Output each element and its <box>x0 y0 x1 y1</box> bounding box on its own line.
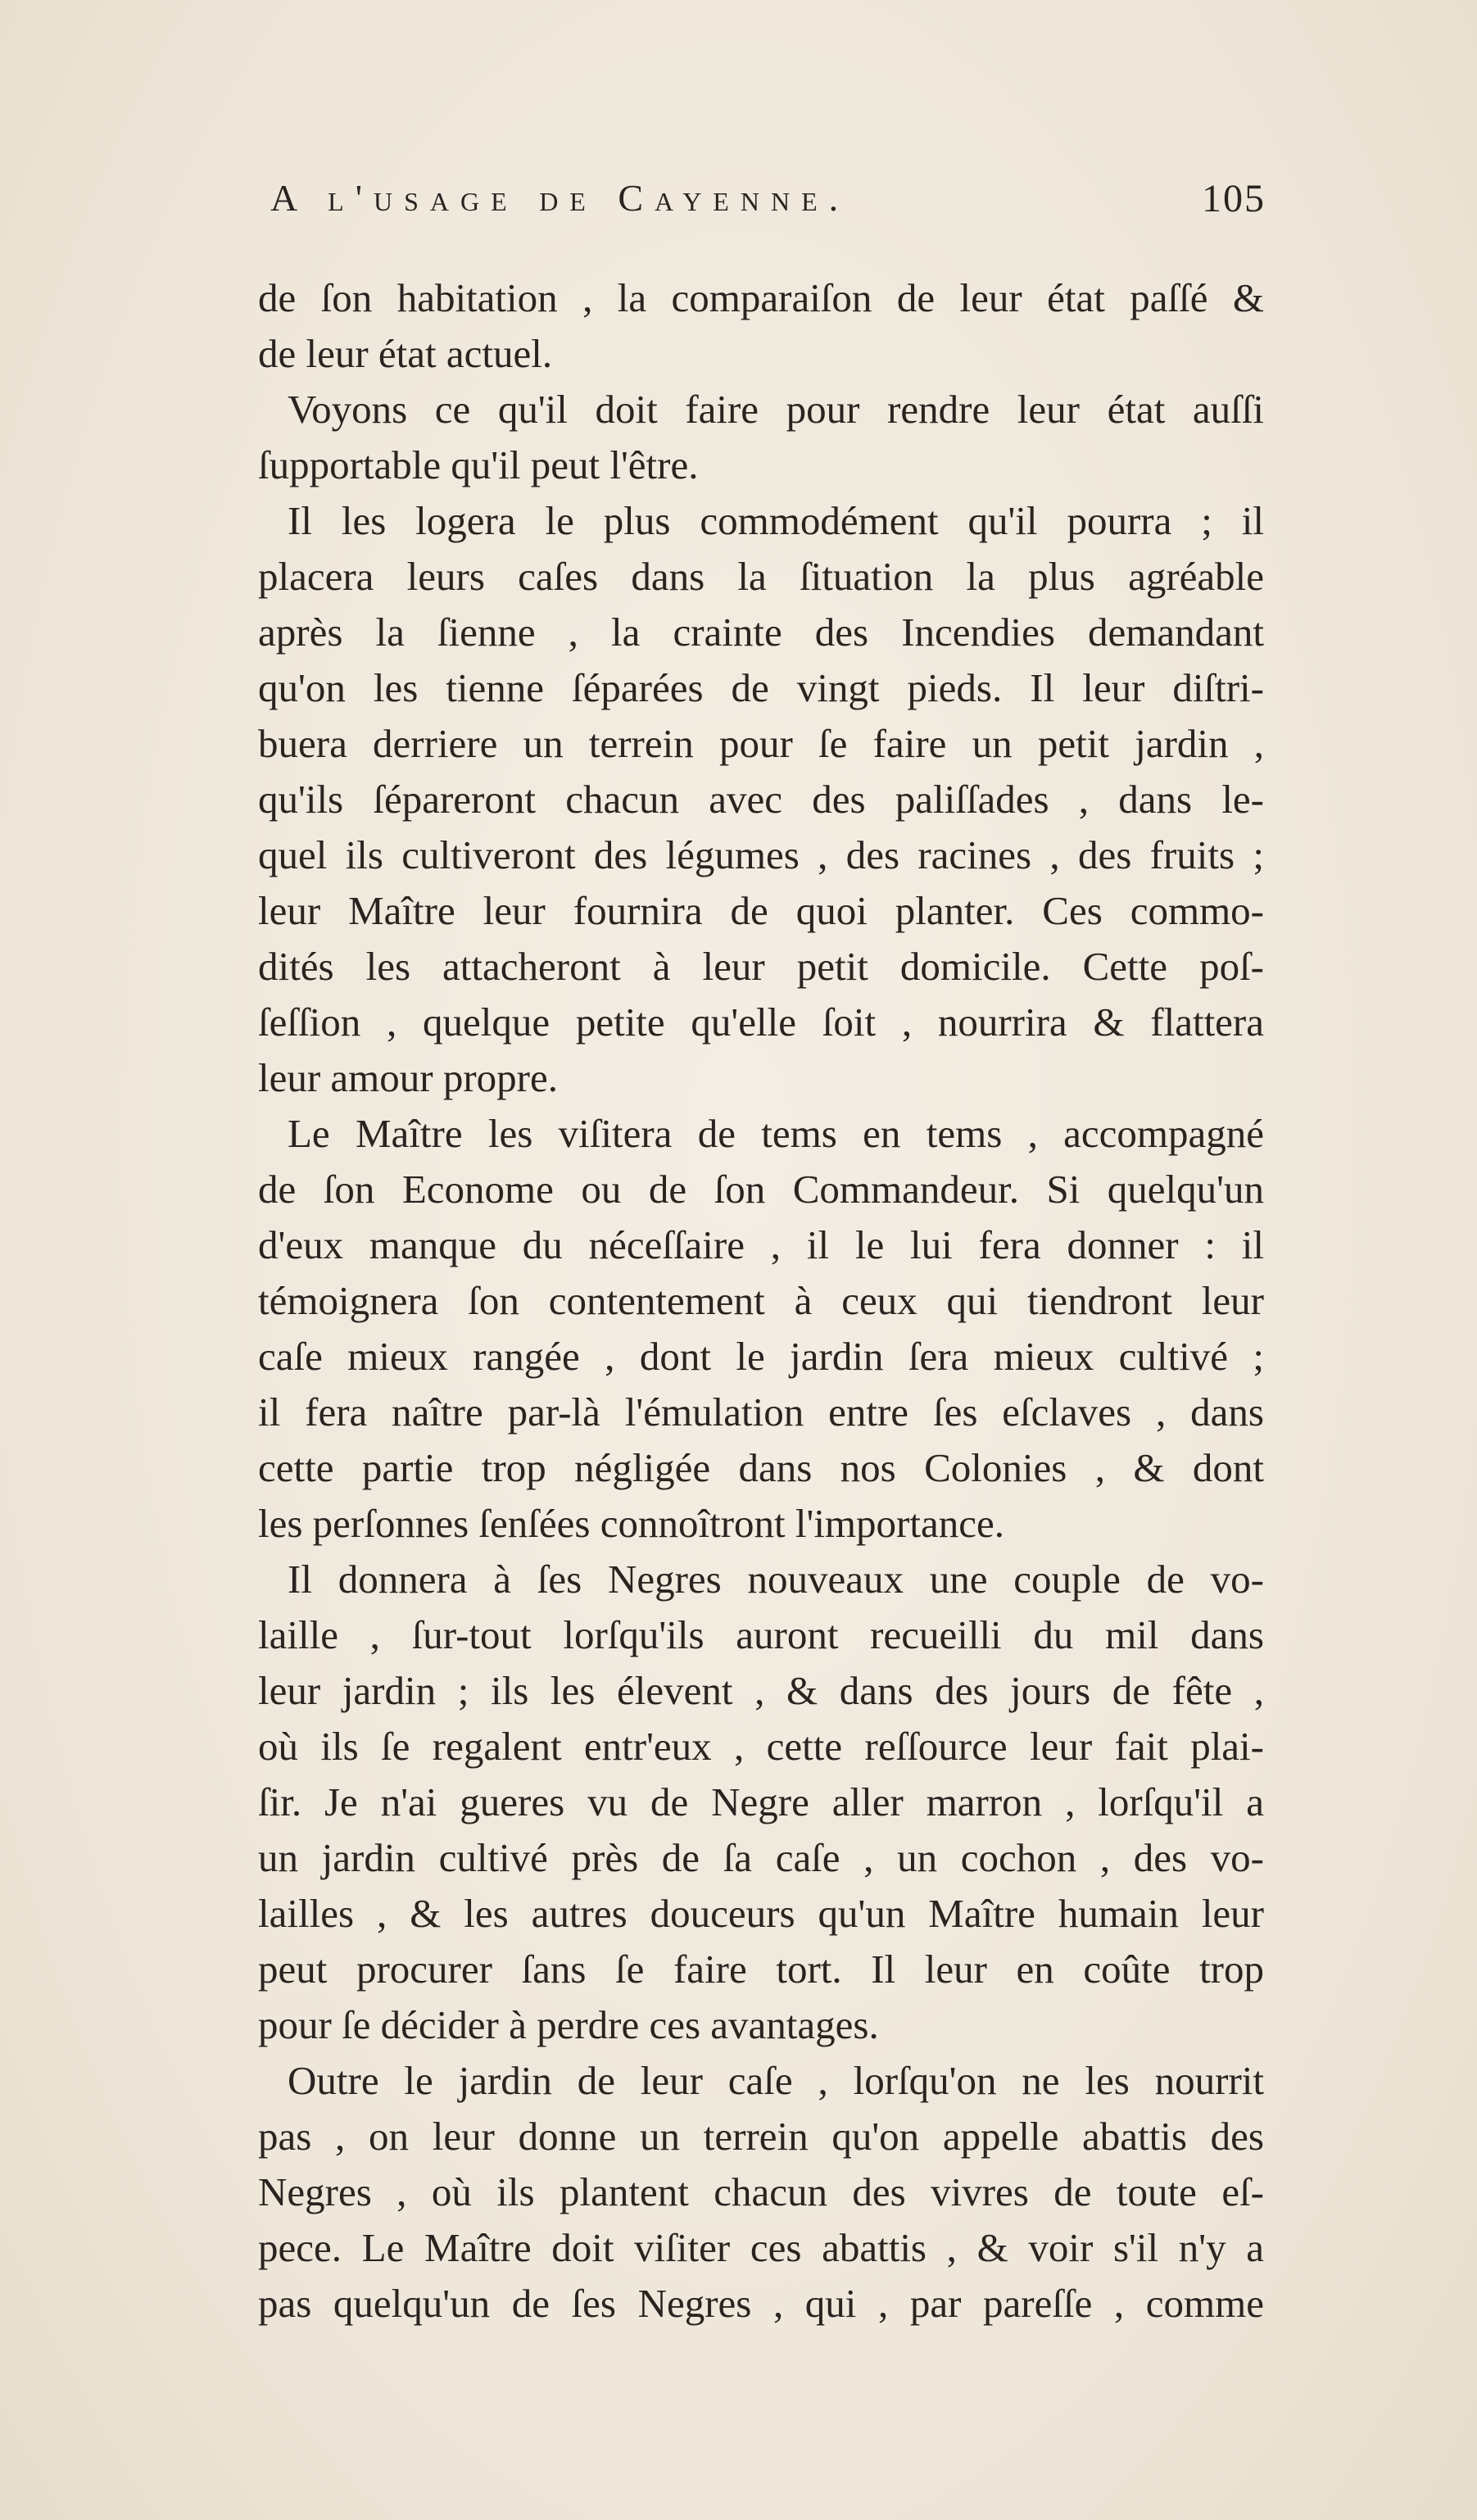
text-line: leur jardin ; ils les élevent , & dans des jours de fête , <box>258 1668 1264 1713</box>
text-line: après la ſienne , la crainte des Incendies demandant <box>258 610 1264 655</box>
text-line: Le Maître les viſitera de tems en tems , accompagné <box>288 1111 1264 1156</box>
text-line: Negres , où ils plantent chacun des vivres de toute eſ- <box>258 2169 1264 2214</box>
text-line: leur Maître leur fournira de quoi planter. Ces commo- <box>258 888 1264 933</box>
text-line: ſeſſion , quelque petite qu'elle ſoit , nourrira & flattera <box>258 999 1264 1045</box>
text-line: où ils ſe regalent entr'eux , cette reſſource leur fait plai- <box>258 1724 1264 1769</box>
text-line: placera leurs caſes dans la ſituation la plus agréable <box>258 554 1264 599</box>
text-line: dités les attacheront à leur petit domicile. Cette poſ- <box>258 944 1264 989</box>
text-line: quel ils cultiveront des légumes , des racines , des fruits ; <box>258 832 1264 877</box>
text-line: qu'ils ſépareront chacun avec des paliſſades , dans le- <box>258 777 1264 822</box>
text-line: laille , ſur-tout lorſqu'ils auront recueilli du mil dans <box>258 1612 1264 1657</box>
text-line: pece. Le Maître doit viſiter ces abattis , & voir s'il n'y a <box>258 2225 1264 2270</box>
text-line: buera derriere un terrein pour ſe faire un petit jardin , <box>258 721 1264 766</box>
text-line: cette partie trop négligée dans nos Colonies , & dont <box>258 1445 1264 1490</box>
text-line: de ſon Econome ou de ſon Commandeur. Si quelqu'un <box>258 1167 1264 1212</box>
text-line: lailles , & les autres douceurs qu'un Maître humain leur <box>258 1891 1264 1936</box>
text-line: Voyons ce qu'il doit faire pour rendre leur état auſſi <box>288 387 1264 432</box>
text-line: il fera naître par-là l'émulation entre ſes eſclaves , dans <box>258 1389 1264 1434</box>
text-line: caſe mieux rangée , dont le jardin ſera mieux cultivé ; <box>258 1334 1264 1379</box>
text-line: de leur état actuel. <box>258 331 553 376</box>
text-line: les perſonnes ſenſées connoîtront l'importance. <box>258 1501 1004 1546</box>
text-line: Outre le jardin de leur caſe , lorſqu'on ne les nourrit <box>288 2058 1264 2103</box>
text-line: un jardin cultivé près de ſa caſe , un cochon , des vo- <box>258 1835 1264 1880</box>
page-header <box>270 176 1266 233</box>
text-line: ſupportable qu'il peut l'être. <box>258 442 699 487</box>
text-line: Il les logera le plus commodément qu'il pourra ; il <box>288 498 1264 543</box>
text-line: de ſon habitation , la comparaiſon de leur état paſſé & <box>258 275 1264 320</box>
text-line: pour ſe décider à perdre ces avantages. <box>258 2002 879 2047</box>
text-line: ſir. Je n'ai gueres vu de Negre aller marron , lorſqu'il a <box>258 1779 1264 1824</box>
body-text <box>258 270 1264 2332</box>
text-line: pas , on leur donne un terrein qu'on appelle abattis des <box>258 2114 1264 2159</box>
running-title: A l'usage de Cayenne. <box>270 177 850 219</box>
text-line: témoignera ſon contentement à ceux qui tiendront leur <box>258 1278 1264 1323</box>
text-line: leur amour propre. <box>258 1055 558 1100</box>
text-line: peut procurer ſans ſe faire tort. Il leur en coûte trop <box>258 1947 1264 1992</box>
text-line: Il donnera à ſes Negres nouveaux une couple de vo- <box>288 1557 1264 1602</box>
text-line: qu'on les tienne ſéparées de vingt pieds. Il leur diſtri- <box>258 665 1264 710</box>
text-line: pas quelqu'un de ſes Negres , qui , par pareſſe , comme <box>258 2281 1264 2326</box>
page-number: 105 <box>1202 177 1266 220</box>
text-line: d'eux manque du néceſſaire , il le lui fera donner : il <box>258 1222 1264 1267</box>
